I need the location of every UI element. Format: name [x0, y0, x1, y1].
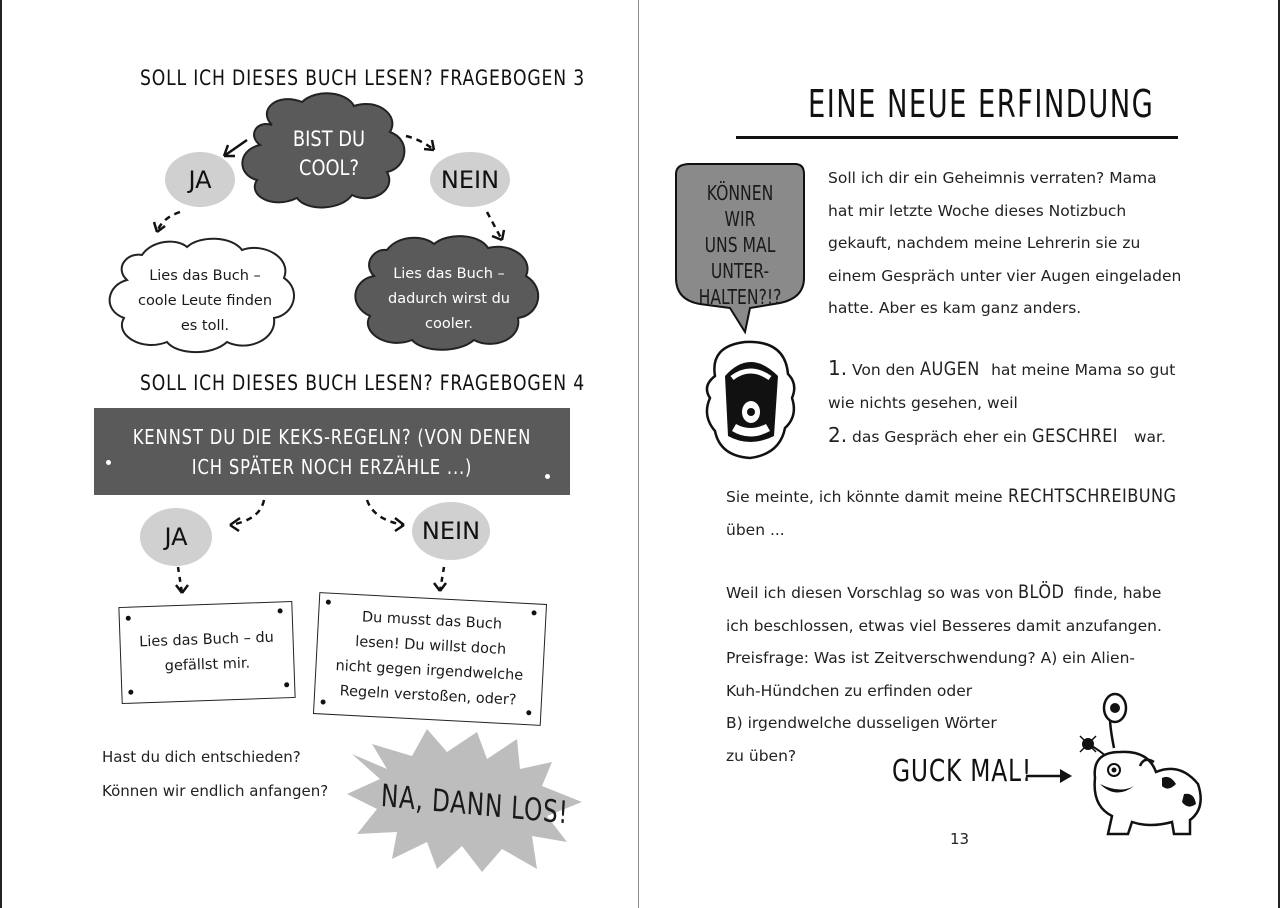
chapter-title: EINE NEUE ERFINDUNG — [808, 82, 1155, 126]
answer-box-no-4: Du musst das Buch lesen! Du willst doch nicht gegen irgendwelche Regeln verstoßen, oder? — [313, 592, 547, 726]
question-3-line-1: BIST DU — [292, 127, 366, 151]
burst-text: NA, DANN LOS! — [380, 778, 570, 832]
intro-paragraph: Soll ich dir ein Geheimnis verraten? Mama hat mir letzte Woche dieses Notizbuch gekauft, nachdem meine Lehrerin sie zu einem Gespräch unter vier Augen eingeladen hatte. Aber es kam ganz anders. — [828, 169, 1182, 317]
answer-text-yes-3: Lies das Buch – coole Leute finden es toll. — [137, 268, 273, 334]
right-page — [640, 0, 1280, 908]
list-item-2: 2. das Gespräch eher ein GESCHREI war. — [828, 423, 1166, 447]
page-number: 13 — [950, 830, 970, 848]
answer-yes-3: JA — [165, 152, 235, 207]
look-arrow — [1024, 766, 1076, 786]
question-4-line-1: KENNST DU DIE KEKS-REGELN? (VON DENEN — [132, 424, 532, 449]
spelling-paragraph: Sie meinte, ich könnte damit meine RECHTSCHREIBUNG üben ... — [726, 485, 1176, 539]
speech-text: KÖNNEN WIR UNS MAL UNTER- HALTEN?!? — [698, 181, 782, 309]
arrow-to-no-3 — [406, 136, 434, 150]
look-label: GUCK MAL! — [892, 754, 1033, 789]
answer-no-3: NEIN — [430, 152, 510, 207]
flowchart-3-graphics — [2, 0, 639, 400]
alien-cow-puppy-illustration — [1070, 688, 1220, 848]
answer-box-yes-4: Lies das Buch – du gefällst mir. — [118, 601, 295, 704]
answer-yes-4: JA — [140, 508, 212, 566]
question-3 — [291, 125, 368, 183]
decision-paragraph: Weil ich diesen Vorschlag so was von BLÖD finde, habe ich beschlossen, etwas viel Besseres damit anzufangen. Preisfrage: Was ist Zeitverschwendung? A) ein Alien- Kuh-Hündchen zu erfinden oder B) irgendwelche dusseligen Wörter zu üben? — [726, 581, 1162, 765]
numbered-list: 1. Von den AUGEN hat meine Mama so gut wie nichts gesehen, weil 2. das Gespräch eher ein GESCHREI war. — [828, 352, 1175, 454]
closing-question: Hast du dich entschieden? Können wir endlich anfangen? — [102, 748, 329, 800]
title-underline — [736, 136, 1178, 139]
shouting-face-illustration — [700, 336, 800, 464]
list-item-1: 1. Von den AUGEN hat meine Mama so gut — [828, 356, 1176, 380]
heading-questionnaire-3: SOLL ICH DIESES BUCH LESEN? FRAGEBOGEN 3 — [140, 66, 586, 90]
answer-text-no-3: Lies das Buch – dadurch wirst du cooler. — [388, 266, 510, 332]
flowchart-4-arrows — [2, 495, 639, 605]
question-3-line-2: COOL? — [298, 156, 359, 180]
left-page — [0, 0, 639, 908]
question-banner-4 — [94, 408, 570, 495]
question-4-line-2: ICH SPÄTER NOCH ERZÄHLE ...) — [191, 454, 473, 479]
heading-questionnaire-4: SOLL ICH DIESES BUCH LESEN? FRAGEBOGEN 4 — [140, 371, 586, 395]
answer-no-4: NEIN — [412, 502, 490, 560]
